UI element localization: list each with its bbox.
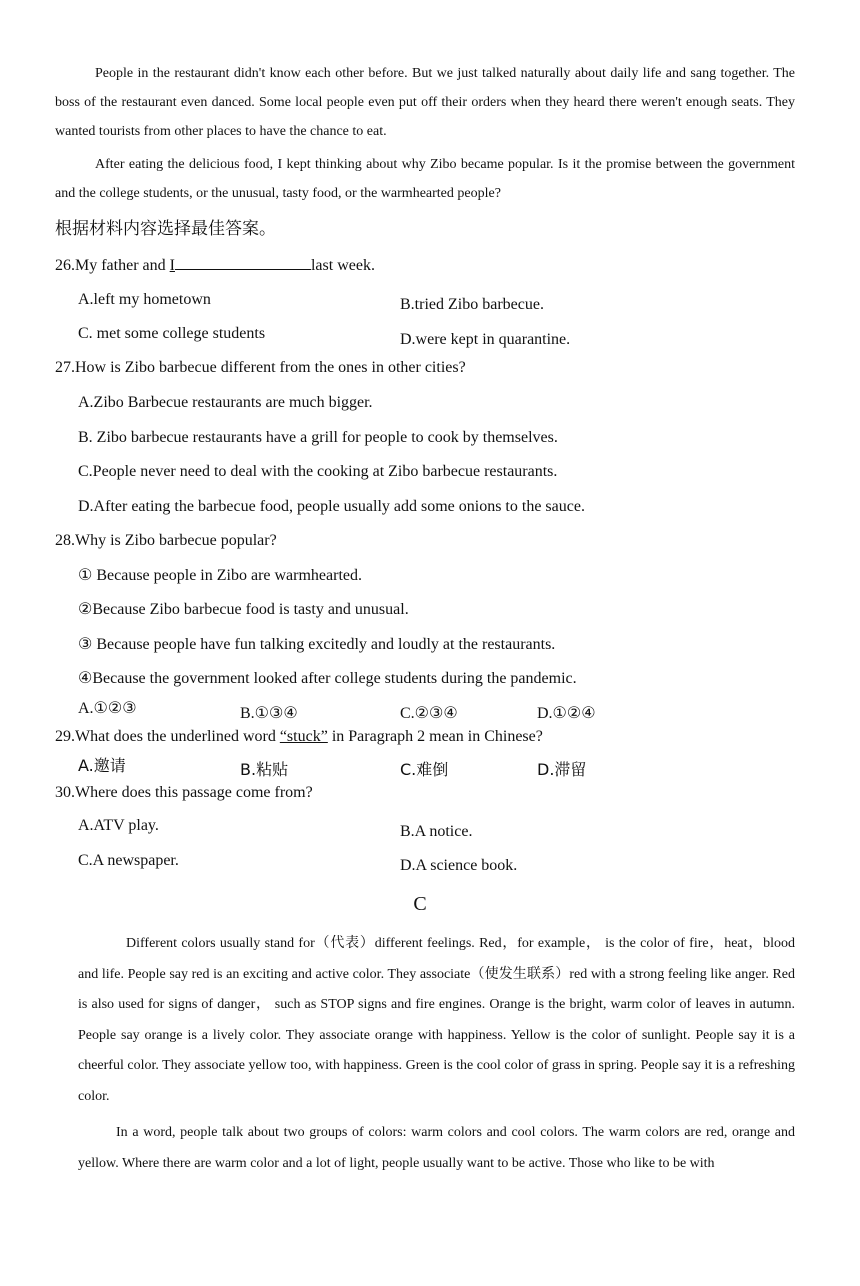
option-c: C.A newspaper. — [78, 852, 179, 869]
option-d: D.After eating the barbecue food, people usually add some onions to the sauce. — [78, 498, 585, 515]
stem-text: in Paragraph 2 mean in Chinese? — [327, 728, 543, 745]
instruction: 根据材料内容选择最佳答案。 — [55, 219, 276, 239]
paragraph-text: After eating the delicious food, I kept thinking about why Zibo became popular. Is it the promise between the government and the college students, or the unusual, tasty food, or the warmhearted people? — [55, 157, 795, 201]
option-c: C. met some college students — [78, 325, 266, 342]
stem-text: last week. — [310, 257, 375, 274]
option-b: B.粘贴 — [240, 760, 289, 779]
question-27-stem: 27.How is Zibo barbecue different from the ones in other cities? — [55, 359, 466, 376]
passage-paragraph — [78, 929, 795, 1113]
answer-blank — [175, 255, 311, 270]
option-c: C.难倒 — [400, 760, 449, 779]
option-a: A.邀请 — [78, 756, 126, 775]
option-b: B.A notice. — [400, 823, 473, 840]
option-b: B.tried Zibo barbecue. — [400, 296, 544, 313]
statement-2: ②Because Zibo barbecue food is tasty and unusual. — [78, 601, 409, 618]
option-d: D.were kept in quarantine. — [400, 331, 571, 348]
statement-4: ④Because the government looked after college students during the pandemic. — [78, 670, 577, 687]
option-a: A.left my hometown — [78, 291, 211, 308]
option-d: D.A science book. — [400, 857, 518, 874]
option-a: A.Zibo Barbecue restaurants are much bigger. — [78, 394, 373, 411]
question-28-stem: 28.Why is Zibo barbecue popular? — [55, 532, 277, 549]
passage-paragraph — [78, 1118, 795, 1179]
question-30-stem: 30.Where does this passage come from? — [55, 784, 313, 801]
paragraph-text: In a word, people talk about two groups of colors: warm colors and cool colors. The warm colors are red, orange and yellow. Where there are warm color and a lot of light, people usually want to be active. Those who like to be with — [78, 1125, 795, 1171]
passage-paragraph — [55, 59, 795, 146]
question-26-stem — [55, 255, 375, 276]
stem-text: 29.What does the underlined word — [55, 728, 280, 745]
option-a: A.ATV play. — [78, 817, 159, 834]
option-b: B.①③④ — [240, 705, 298, 722]
option-a: A.①②③ — [78, 700, 137, 717]
option-d: D.滞留 — [537, 760, 587, 779]
stem-text: 26.My father and — [55, 257, 170, 274]
option-d: D.①②④ — [537, 705, 596, 722]
paragraph-text: Different colors usually stand for（代表）different feelings. Red，for example， is the color of fire，heat，blood and life. People say red is an exciting and active color. They associate（使发生联系）red with a strong feeling like anger. Red is also used for signs of danger， such as STOP signs and fire engines. Orange is the bright, warm color of leaves in autumn. People say orange is a lively color. They associate orange with happiness. Yellow is the color of sunlight. People say it is a cheerful color. They associate yellow too, with happiness. Green is the cool color of grass in spring. People say it is a refreshing color. — [78, 936, 795, 1104]
statement-1: ① Because people in Zibo are warmhearted. — [78, 567, 362, 584]
option-c: C.People never need to deal with the cooking at Zibo barbecue restaurants. — [78, 463, 558, 480]
option-c: C.②③④ — [400, 705, 458, 722]
option-b: B. Zibo barbecue restaurants have a grill for people to cook by themselves. — [78, 429, 558, 446]
question-29-stem — [55, 727, 543, 747]
paragraph-text: People in the restaurant didn't know each other before. But we just talked naturally about daily life and sang together. The boss of the restaurant even danced. Some local people even put off their orders when they heard there weren't enough seats. They wanted tourists from other places to have the chance to eat. — [55, 66, 795, 139]
stem-blank-prefix: I — [169, 257, 175, 274]
passage-paragraph — [55, 150, 795, 208]
statement-3: ③ Because people have fun talking excitedly and loudly at the restaurants. — [78, 636, 556, 653]
section-heading: C — [413, 893, 427, 915]
underlined-word: “stuck” — [279, 728, 328, 745]
